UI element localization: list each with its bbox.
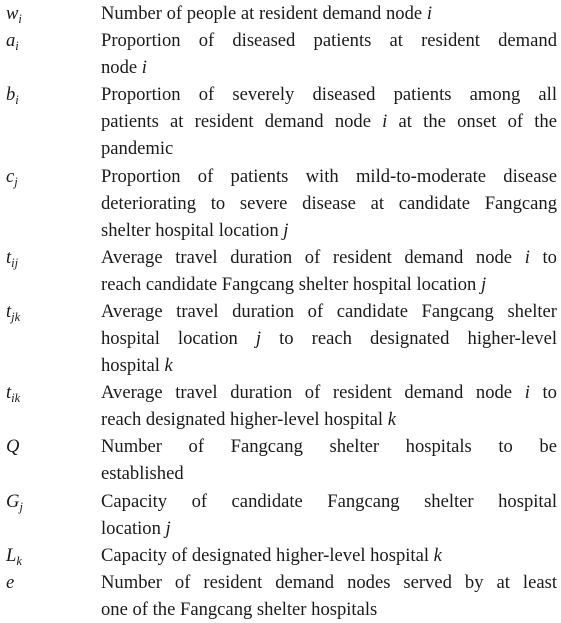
definition	[101, 27, 557, 81]
text-run: Proportion of severely diseased patients among all	[101, 84, 557, 105]
symbol	[6, 569, 14, 598]
definition-line	[101, 190, 557, 217]
definition-line	[101, 460, 557, 487]
symbol-subscript: jk	[11, 310, 21, 324]
definition-line	[101, 0, 557, 27]
text-run-italic: i	[524, 382, 530, 403]
definition-line	[101, 379, 557, 406]
symbol-base: w	[6, 3, 19, 24]
text-run: Proportion of patients with mild-to-moderate disease	[101, 166, 557, 187]
definition-line	[101, 163, 557, 190]
symbol-subscript: j	[14, 175, 18, 189]
definition-line	[101, 108, 557, 135]
definition	[101, 379, 557, 433]
definition-line	[101, 542, 557, 569]
definition-line	[101, 54, 557, 81]
definition	[101, 542, 557, 569]
symbol	[6, 488, 23, 517]
definition-line	[101, 298, 557, 325]
definition-line	[101, 433, 557, 460]
definition-line	[101, 81, 557, 108]
symbol	[6, 27, 19, 56]
text-run-italic: i	[524, 247, 530, 268]
text-run: to	[529, 382, 557, 403]
symbol	[6, 298, 20, 327]
symbol	[6, 542, 22, 571]
text-run: node	[101, 57, 142, 79]
text-run-italic: k	[164, 355, 173, 377]
symbol-subscript: i	[15, 93, 19, 107]
definition	[101, 0, 557, 27]
symbol-base: t	[6, 382, 12, 403]
definition-line	[101, 515, 557, 542]
symbol	[6, 81, 19, 110]
text-run: reach candidate Fangcang shelter hospital location	[101, 274, 481, 296]
definition-line	[101, 27, 557, 54]
text-run-italic: i	[141, 57, 147, 79]
symbol	[6, 433, 19, 462]
definition-line	[101, 488, 557, 515]
text-run-italic: j	[255, 328, 262, 350]
definition-line	[101, 271, 557, 298]
text-run-italic: j	[481, 274, 487, 296]
text-run-italic: i	[426, 3, 432, 24]
text-run: to	[529, 247, 557, 268]
definition	[101, 433, 557, 487]
definition	[101, 163, 557, 245]
symbol-base: a	[6, 30, 16, 51]
text-run: Number of resident demand nodes served by at least	[101, 572, 557, 593]
symbol-base: L	[6, 545, 17, 566]
text-run: pandemic	[101, 138, 174, 160]
text-run: deteriorating to severe disease at candidate Fangcang	[101, 193, 557, 215]
text-run: hospital location	[101, 328, 256, 350]
text-run: Average travel duration of resident demand node	[101, 382, 525, 403]
text-run-italic: k	[387, 409, 396, 431]
text-run-italic: j	[283, 220, 289, 242]
symbol	[6, 0, 22, 29]
definition-line	[101, 217, 557, 244]
symbol-base: b	[6, 84, 16, 105]
text-run-italic: i	[382, 111, 388, 133]
symbol-subscript: ik	[11, 391, 21, 405]
text-run-italic: j	[165, 518, 171, 540]
symbol-subscript: k	[16, 554, 22, 568]
definition-line	[101, 352, 557, 379]
symbol-base: c	[6, 166, 15, 187]
definition-line	[101, 406, 557, 433]
text-run: established	[101, 463, 184, 485]
symbol	[6, 379, 20, 408]
symbol-subscript: i	[15, 39, 19, 53]
text-run: one of the Fangcang shelter hospitals	[101, 599, 378, 621]
text-run: to reach designated higher-level	[261, 328, 557, 350]
definition	[101, 488, 557, 542]
definition-line	[101, 596, 557, 623]
symbol-base: Q	[6, 436, 20, 457]
text-run-italic: k	[433, 545, 442, 566]
definition	[101, 298, 557, 380]
definition-line	[101, 325, 557, 352]
symbol	[6, 163, 18, 192]
text-run: reach designated higher-level hospital	[101, 409, 388, 431]
text-run: Proportion of diseased patients at resident demand	[101, 30, 557, 51]
symbol-base: t	[6, 247, 12, 268]
text-run: shelter hospital location	[101, 220, 284, 242]
symbol-base: t	[6, 301, 12, 322]
text-run: Number of people at resident demand node	[101, 3, 427, 24]
definition	[101, 244, 557, 298]
text-run: Capacity of candidate Fangcang shelter hospital	[101, 491, 557, 512]
text-run: at the onset of the	[387, 111, 557, 133]
text-run: Capacity of designated higher-level hospital	[101, 545, 434, 566]
text-run: Number of Fangcang shelter hospitals to be	[101, 436, 557, 457]
text-run: hospital	[101, 355, 165, 377]
text-run: Average travel duration of candidate Fangcang shelter	[101, 301, 557, 322]
symbol-subscript: i	[18, 12, 22, 26]
symbol-subscript: ij	[11, 256, 19, 270]
symbol-base: G	[6, 491, 20, 512]
definition-line	[101, 244, 557, 271]
text-run: Average travel duration of resident demand node	[101, 247, 525, 268]
definition-line	[101, 135, 557, 162]
symbol	[6, 244, 18, 273]
definition-line	[101, 569, 557, 596]
symbol-base: e	[6, 572, 15, 593]
definition	[101, 81, 557, 163]
symbol-subscript: j	[19, 500, 23, 514]
definition	[101, 569, 557, 623]
text-run: location	[101, 518, 166, 540]
text-run: patients at resident demand node	[101, 111, 383, 133]
